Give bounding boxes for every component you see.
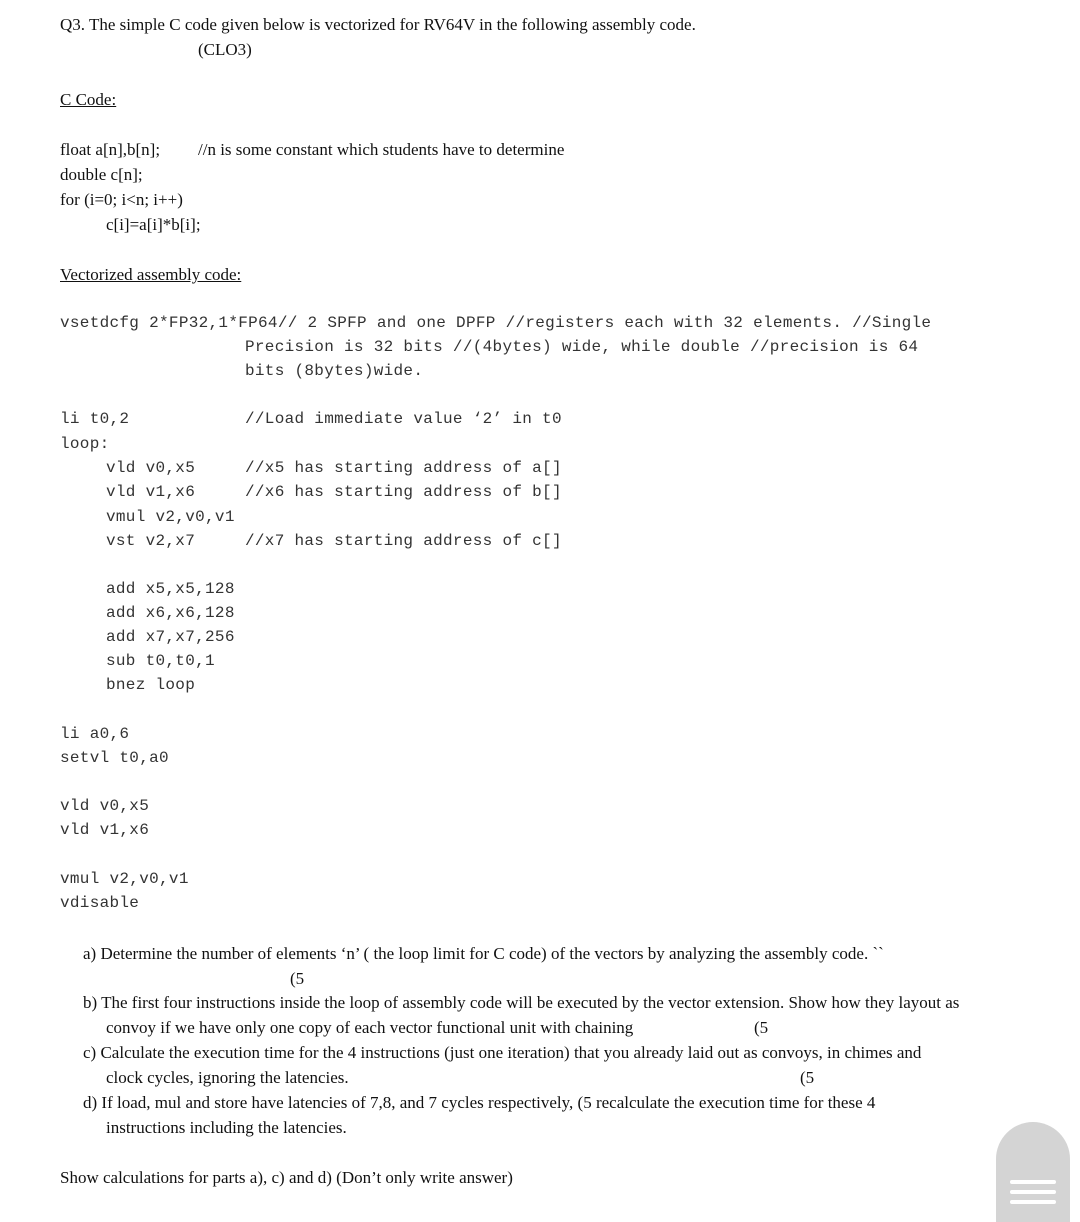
asm-vst-comment: //x7 has starting address of c[] — [245, 532, 562, 550]
part-c-text-2: clock cycles, ignoring the latencies. — [106, 1068, 349, 1087]
asm-vsetdcfg-cont-2: bits (8bytes)wide. — [245, 362, 424, 380]
asm-vld-v0-tail: vld v0,x5 — [60, 797, 150, 815]
c-code-line-2: double c[n]; — [60, 165, 143, 184]
asm-add-x7: add x7,x7,256 — [106, 628, 235, 646]
part-c-marks: (5 — [800, 1068, 815, 1087]
asm-vst: vst v2,x7 — [106, 532, 196, 550]
asm-setvl: setvl t0,a0 — [60, 749, 169, 767]
footer-instruction: Show calculations for parts a), c) and d) (Don’t only write answer) — [60, 1168, 513, 1187]
asm-vsetdcfg: vsetdcfg 2*FP32,1*FP64// 2 SPFP and one DPFP //registers each with 32 elements. //Single — [60, 314, 932, 332]
part-a-marks: (5 — [290, 969, 305, 988]
c-code-heading: C Code: — [60, 90, 117, 109]
asm-heading: Vectorized assembly code: — [60, 265, 242, 284]
part-b-text-2: convoy if we have only one copy of each vector functional unit with chaining — [106, 1018, 634, 1037]
question-title: Q3. The simple C code given below is vectorized for RV64V in the following assembly code. — [60, 15, 696, 34]
clo-label: (CLO3) — [198, 40, 252, 59]
asm-li-t0: li t0,2 — [60, 410, 130, 428]
asm-vsetdcfg-cont-1: Precision is 32 bits //(4bytes) wide, while double //precision is 64 — [245, 338, 919, 356]
asm-vld-v1-comment: //x6 has starting address of b[] — [245, 483, 562, 501]
part-d-text-1: d) If load, mul and store have latencies of 7,8, and 7 cycles respectively, (5 recalculate the execution time for these 4 — [83, 1093, 876, 1112]
asm-vmul: vmul v2,v0,v1 — [106, 508, 235, 526]
asm-loop-label: loop: — [60, 435, 110, 453]
floating-menu-button[interactable] — [996, 1122, 1070, 1222]
c-code-comment-1: //n is some constant which students have to determine — [198, 140, 565, 159]
c-code-line-1: float a[n],b[n]; — [60, 140, 161, 159]
asm-vld-v1: vld v1,x6 — [106, 483, 196, 501]
asm-add-x6: add x6,x6,128 — [106, 604, 235, 622]
part-a-text: a) Determine the number of elements ‘n’ ( the loop limit for C code) of the vectors by analyzing the assembly code. `` — [83, 944, 884, 963]
c-code-line-4: c[i]=a[i]*b[i]; — [106, 215, 201, 234]
asm-li-a0: li a0,6 — [60, 725, 130, 743]
asm-sub-t0: sub t0,t0,1 — [106, 652, 215, 670]
asm-vdisable: vdisable — [60, 894, 140, 912]
asm-vmul-tail: vmul v2,v0,v1 — [60, 870, 189, 888]
asm-vld-v0: vld v0,x5 — [106, 459, 196, 477]
asm-li-t0-comment: //Load immediate value ‘2’ in t0 — [245, 410, 562, 428]
asm-add-x5: add x5,x5,128 — [106, 580, 235, 598]
part-b-marks: (5 — [754, 1018, 769, 1037]
c-code-line-3: for (i=0; i<n; i++) — [60, 190, 183, 209]
part-c-text-1: c) Calculate the execution time for the 4 instructions (just one iteration) that you already laid out as convoys, in chimes and — [83, 1043, 922, 1062]
asm-bnez: bnez loop — [106, 676, 196, 694]
asm-vld-v0-comment: //x5 has starting address of a[] — [245, 459, 562, 477]
part-d-text-2: instructions including the latencies. — [106, 1118, 347, 1137]
asm-vld-v1-tail: vld v1,x6 — [60, 821, 150, 839]
part-b-text-1: b) The first four instructions inside the loop of assembly code will be executed by the vector extension. Show how they layout as — [83, 993, 960, 1012]
